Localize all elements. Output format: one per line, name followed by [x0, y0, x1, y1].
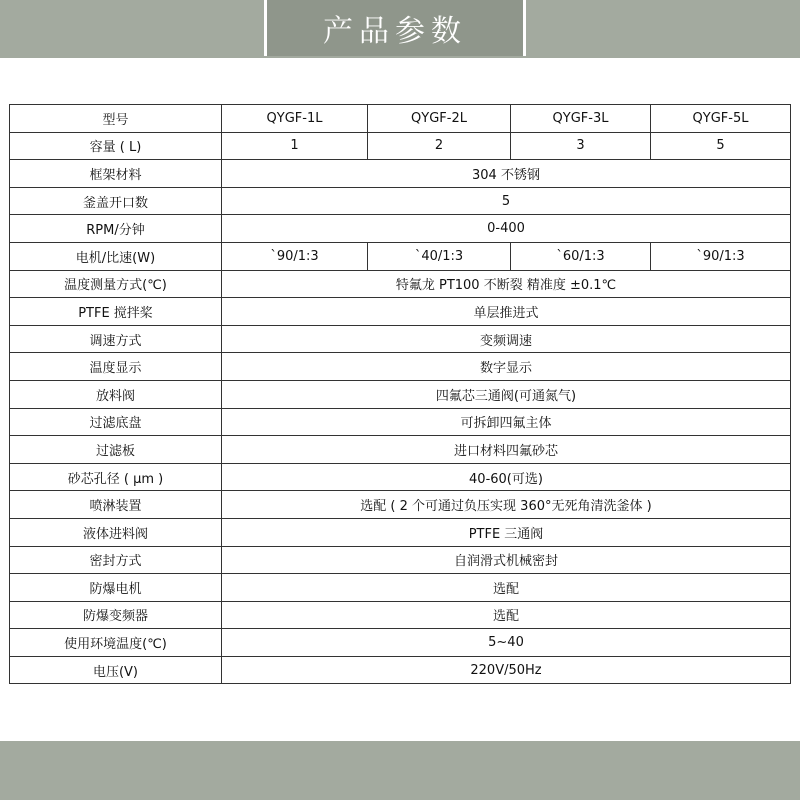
table-row	[10, 463, 791, 491]
table-cell: 进口材料四氟砂芯	[222, 436, 791, 464]
table-cell: 304 不锈钢	[222, 160, 791, 188]
table-cell: 选配 ( 2 个可通过负压实现 360°无死角清洗釜体 )	[222, 491, 791, 519]
table-row	[10, 325, 791, 353]
table-row	[10, 105, 791, 133]
row-label: 框架材料	[10, 160, 222, 188]
table-cell: 5	[651, 132, 791, 160]
row-label: 过滤板	[10, 436, 222, 464]
row-label: 防爆电机	[10, 574, 222, 602]
table-row	[10, 518, 791, 546]
row-label: 电压(V)	[10, 656, 222, 684]
table-cell: 自润滑式机械密封	[222, 546, 791, 574]
table-cell: 变频调速	[222, 325, 791, 353]
table-row	[10, 656, 791, 684]
table-cell: 可拆卸四氟主体	[222, 408, 791, 436]
table-cell: 选配	[222, 574, 791, 602]
row-label: 容量 ( L)	[10, 132, 222, 160]
table-row	[10, 436, 791, 464]
row-label: 液体进料阀	[10, 518, 222, 546]
table-cell: `90/1:3	[651, 242, 791, 270]
row-label: 密封方式	[10, 546, 222, 574]
table-cell: QYGF-3L	[511, 105, 651, 133]
table-row	[10, 491, 791, 519]
table-row	[10, 601, 791, 629]
table-cell: 选配	[222, 601, 791, 629]
table-cell: PTFE 三通阀	[222, 518, 791, 546]
table-cell: QYGF-1L	[222, 105, 368, 133]
row-label: 砂芯孔径 ( μm )	[10, 463, 222, 491]
table-cell: 数字显示	[222, 353, 791, 381]
row-label: 过滤底盘	[10, 408, 222, 436]
table-row	[10, 242, 791, 270]
table-row	[10, 132, 791, 160]
table-row	[10, 160, 791, 188]
header-bar	[0, 0, 800, 58]
table-cell: 5	[222, 187, 791, 215]
page-title: 产品参数	[264, 0, 526, 56]
row-label: 电机/比速(W)	[10, 242, 222, 270]
table-cell: 单层推进式	[222, 298, 791, 326]
table-row	[10, 546, 791, 574]
row-label: 型号	[10, 105, 222, 133]
table-cell: 40-60(可选)	[222, 463, 791, 491]
table-row	[10, 629, 791, 657]
table-cell: 特氟龙 PT100 不断裂 精准度 ±0.1℃	[222, 270, 791, 298]
table-cell: `40/1:3	[368, 242, 511, 270]
spec-table	[9, 104, 791, 684]
row-label: 喷淋装置	[10, 491, 222, 519]
table-row	[10, 380, 791, 408]
table-row	[10, 270, 791, 298]
footer-bar	[0, 741, 800, 800]
row-label: 调速方式	[10, 325, 222, 353]
table-cell: 0-400	[222, 215, 791, 243]
table-row	[10, 408, 791, 436]
table-row	[10, 298, 791, 326]
table-cell: 2	[368, 132, 511, 160]
table-cell: 四氟芯三通阀(可通氮气)	[222, 380, 791, 408]
row-label: 防爆变频器	[10, 601, 222, 629]
table-cell: QYGF-5L	[651, 105, 791, 133]
table-cell: 220V/50Hz	[222, 656, 791, 684]
table-row	[10, 187, 791, 215]
row-label: 放料阀	[10, 380, 222, 408]
row-label: PTFE 搅拌桨	[10, 298, 222, 326]
row-label: 温度测量方式(℃)	[10, 270, 222, 298]
table-cell: 1	[222, 132, 368, 160]
table-cell: QYGF-2L	[368, 105, 511, 133]
row-label: RPM/分钟	[10, 215, 222, 243]
table-cell: 3	[511, 132, 651, 160]
row-label: 釜盖开口数	[10, 187, 222, 215]
table-row	[10, 574, 791, 602]
table-cell: `60/1:3	[511, 242, 651, 270]
table-cell: `90/1:3	[222, 242, 368, 270]
table-row	[10, 215, 791, 243]
row-label: 温度显示	[10, 353, 222, 381]
table-row	[10, 353, 791, 381]
row-label: 使用环境温度(℃)	[10, 629, 222, 657]
table-cell: 5~40	[222, 629, 791, 657]
